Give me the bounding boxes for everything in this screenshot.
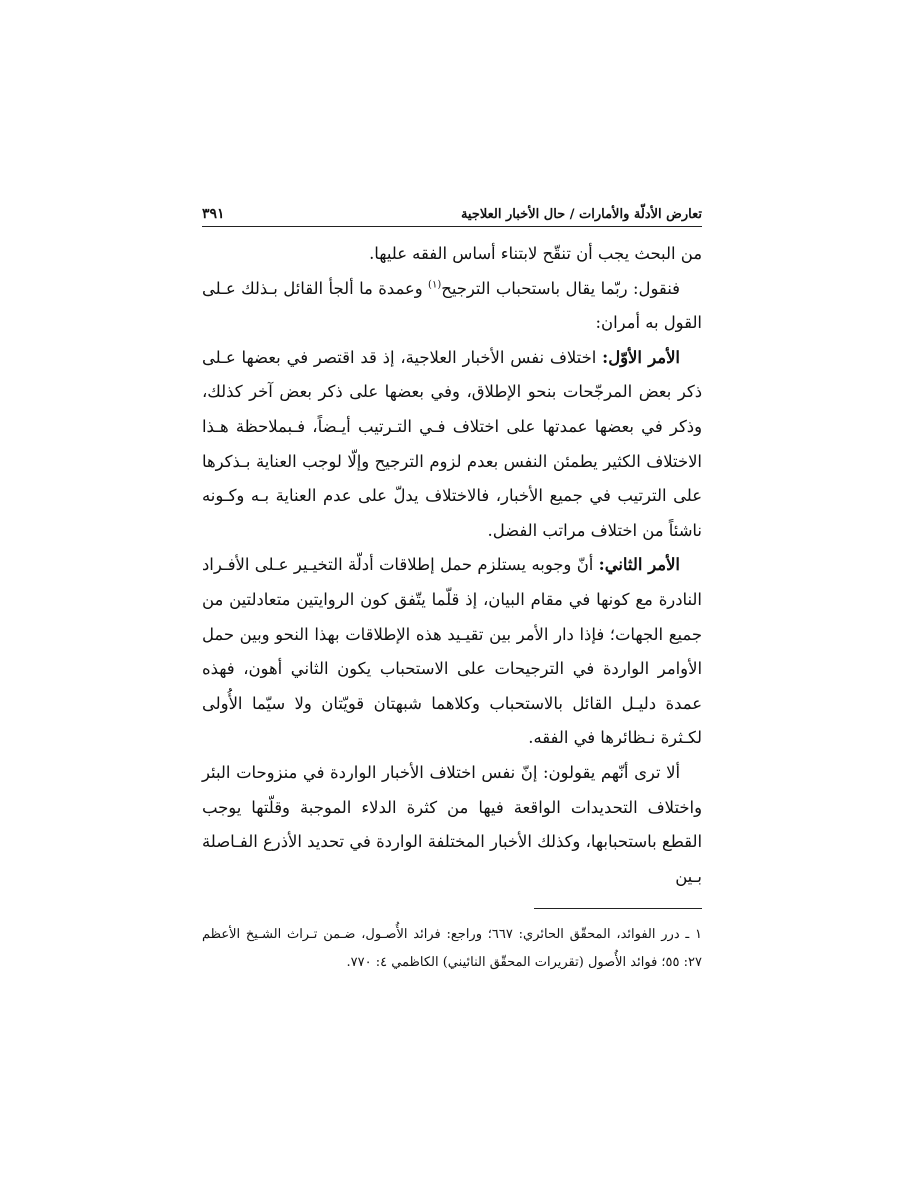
first-matter-label: الأمر الأوّل: — [602, 347, 680, 367]
paragraph-5: ألا ترى أنّهم يقولون: إنّ نفس اختلاف الأخبار الواردة في منزوحات البئر واختلاف التحديدات الواقعة فيها من كثرة الدلاء الموجبة وقلّتها يوجب القطع باستحبابها، وكذلك الأخبار المختلفة الواردة في تحديد الأذرع الفـاصلة بـين — [202, 762, 702, 886]
second-matter-label: الأمر الثاني: — [598, 555, 680, 575]
footnote-reference[interactable]: (١) — [428, 279, 442, 291]
footnotes — [202, 921, 702, 977]
paragraph-1: من البحث يجب أن تنقّح لابتناء أساس الفقه عليها. — [369, 244, 702, 263]
paragraph-2 — [202, 272, 702, 341]
footnote-divider — [534, 908, 702, 909]
running-title: تعارض الأدلّة والأمارات / حال الأخبار العلاجية — [460, 207, 702, 222]
footnote-1: ١ ـ درر الفوائد، المحقّق الحائري: ٦٦٧؛ وراجع: فرائد الأُصـول، ضـمن تـراث الشـيخ الأعظم ٢٧: ٥٥؛ فوائد الأُصول (تقريرات المحقّق النائيني) الكاظمي ٤: ٧٧٠. — [202, 927, 702, 971]
first-matter-text: اختلاف نفس الأخبار العلاجية، إذ قد اقتصر في بعضها عـلى ذكر بعض المرجّحات بنحو الإطلاق، وفي بعضها على ذكر بعض آخر كذلك، وذكر في بعضها عمدتها على اختلاف فـي التـرتيب أيـضاً، فـبملاحظة هـذا الاختلاف الكثير يطمئن النفس بعدم لزوم الترجيح وإلّا لوجب العناية بـذكرها على الترتيب في جميع الأخبار، فالاختلاف يدلّ على عدم العناية بـه وكـونه ناشئاً من اختلاف مراتب الفضل. — [202, 347, 702, 540]
paragraph-3 — [202, 341, 702, 549]
running-header — [202, 196, 702, 227]
paragraph-2-text-before: فنقول: ربّما يقال باستحباب الترجيح — [441, 278, 680, 298]
book-page — [202, 196, 702, 996]
paragraph-2-text-after: وعمدة ما ألجأ القائل بـذلك عـلى القول به أمران: — [202, 278, 702, 333]
paragraph-4 — [202, 548, 702, 756]
second-matter-text: أنّ وجوبه يستلزم حمل إطلاقات أدلّة التخيـير عـلى الأفـراد النادرة مع كونها في مقام البيان، إذ قلّما يتّفق كون الروايتين متعادلتين من جميع الجهات؛ فإذا دار الأمر بين تقيـيد هذه الإطلاقات بهذا النحو وبين حمل الأوامر الواردة في الترجيحات على الاستحباب يكون الثاني أهون، فهذه عمدة دليـل القائل بالاستحباب وكلاهما شبهتان قويّتان ولا سيّما الأُولى لكـثرة نـظائرها في الفقه. — [202, 555, 702, 748]
body-text — [202, 237, 702, 894]
page-number: ٣٩١ — [202, 206, 225, 222]
